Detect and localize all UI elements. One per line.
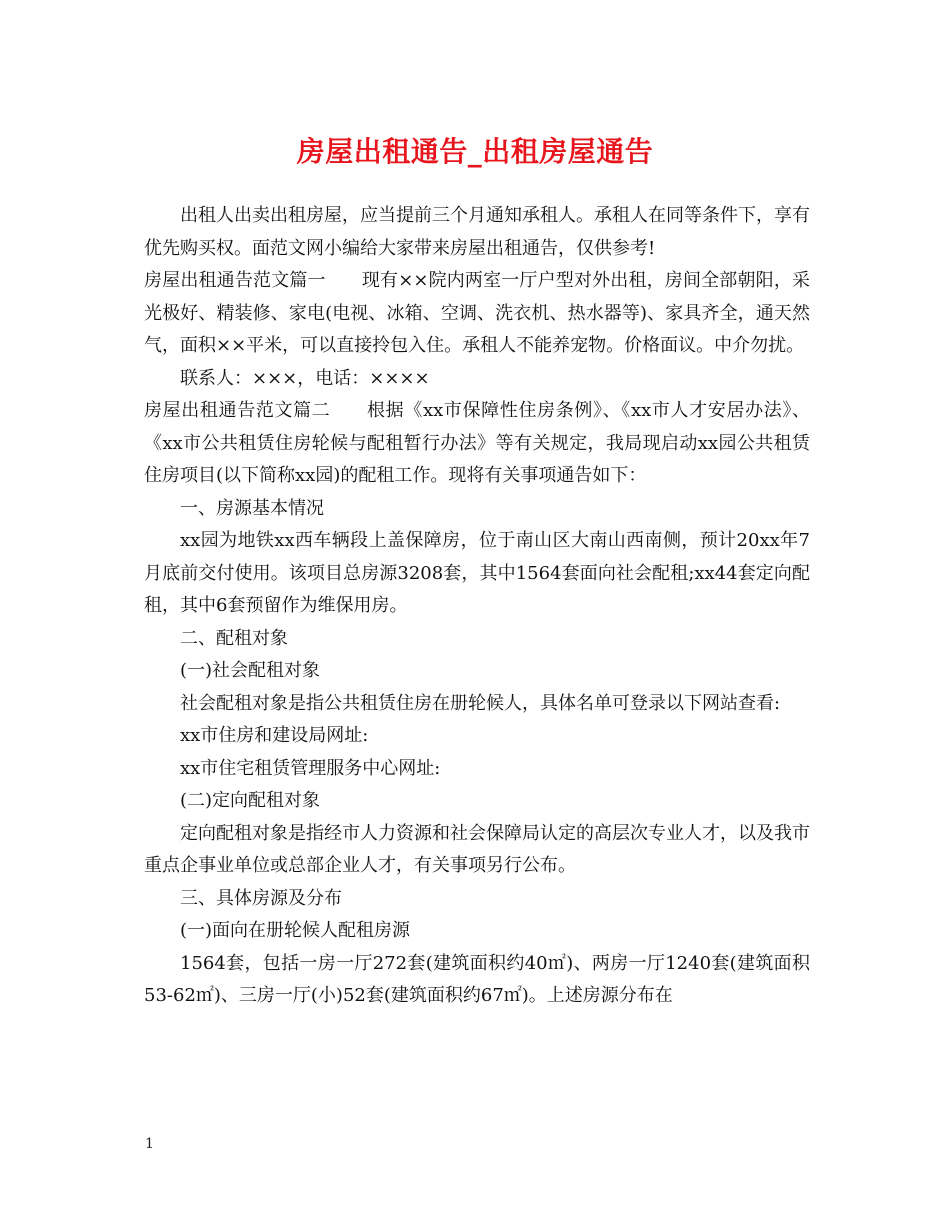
paragraph-website-1: xx市住房和建设局网址: <box>180 725 369 746</box>
paragraph-contact: 联系人：×××，电话：×××× <box>180 367 430 389</box>
sample-two-text: 根据《xx市保障性住房条例》、《xx市人才安居办法》、《xx市公共租赁住房轮候与配租暂行办法》等有关规定，我局现启动xx园公共租赁住房项目(以下简称xx园)的配租工作。现将有关事项通告如下： <box>144 400 811 486</box>
section-heading-1: 一、房源基本情况 <box>180 497 324 519</box>
sample-two-label: 房屋出租通告范文篇二 <box>144 400 331 421</box>
section-heading-2: 二、配租对象 <box>180 627 288 649</box>
document-title: 房屋出租通告_出租房屋通告 <box>296 135 654 168</box>
paragraph-website-2: xx市住宅租赁管理服务中心网址: <box>180 757 441 779</box>
paragraph-intro: 出租人出卖出租房屋，应当提前三个月通知承租人。承租人在同等条件下，享有优先购买权。面范文网小编给大家带来房屋出租通告，仅供参考! <box>144 205 810 259</box>
paragraph-directed-target: 定向配租对象是指经市人力资源和社会保障局认定的高层次专业人才，以及我市重点企事业单位或总部企业人才，有关事项另行公布。 <box>144 822 810 876</box>
paragraph-housing-info: xx园为地铁xx西车辆段上盖保障房，位于南山区大南山西南侧，预计20xx年7月底前交付使用。该项目总房源3208套，其中1564套面向社会配租;xx44套定向配租，其中6套预留作为维保用房。 <box>144 530 810 616</box>
document-body <box>144 200 810 1013</box>
sample-one-label: 房屋出租通告范文篇一 <box>144 270 326 291</box>
page-number: 1 <box>145 1136 154 1152</box>
paragraph-housing-details: 1564套，包括一房一厅272套(建筑面积约40㎡)、两房一厅1240套(建筑面积53-62㎡)、三房一厅(小)52套(建筑面积约67㎡)。上述房源分布在 <box>144 952 810 1006</box>
subheading-directed: (二)定向配租对象 <box>180 790 321 811</box>
subheading-social: (一)社会配租对象 <box>180 660 321 681</box>
section-heading-3: 三、具体房源及分布 <box>180 887 342 909</box>
paragraph-social-target: 社会配租对象是指公共租赁住房在册轮候人，具体名单可登录以下网站查看: <box>180 692 781 714</box>
subheading-waitlist-housing: (一)面向在册轮候人配租房源 <box>180 920 411 941</box>
paragraph-sample-two <box>144 395 810 493</box>
sample-one-text: 现有××院内两室一厅户型对外出租，房间全部朝阳，采光极好、精装修、家电(电视、冰箱、空调、洗衣机、热水器等)、家具齐全，通天然气，面积××平米，可以直接拎包入住。承租人不能养宠物。价格面议。中介勿扰。 <box>144 270 810 356</box>
paragraph-sample-one <box>144 265 810 363</box>
